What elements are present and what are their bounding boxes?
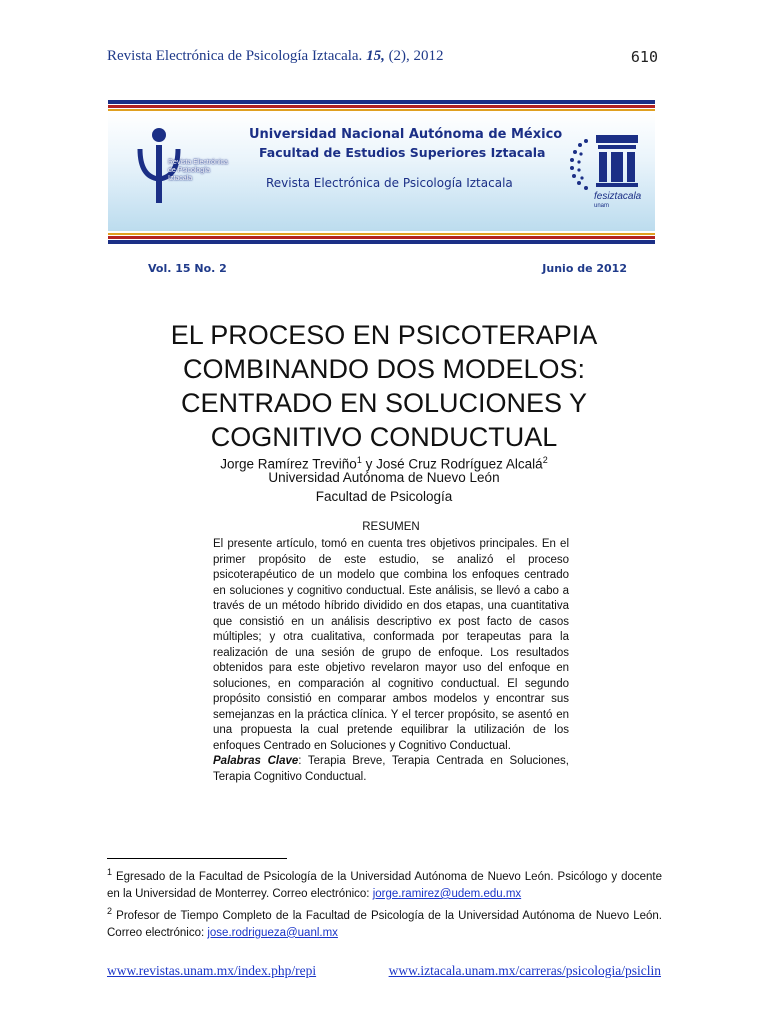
banner-journal-name: Revista Electrónica de Psicología Iztacala [266, 176, 513, 190]
title-line: EL PROCESO EN PSICOTERAPIA [170, 320, 598, 350]
page-number: 610 [630, 48, 658, 66]
footnote-number: 2 [107, 905, 113, 916]
email-link[interactable]: jose.rodrigueza@uanl.mx [207, 926, 338, 939]
keywords-label: Palabras Clave [213, 755, 299, 767]
journal-issue: (2), 2012 [388, 48, 444, 64]
journal-prefix: Revista Electrónica de Psicología Iztacala. [107, 48, 363, 64]
banner-top-stripe-gold [108, 109, 655, 111]
abstract-text: El presente artículo, tomó en cuenta tres objetivos principales. En el primer propósito de este estudio, se analizó el proceso psicoterapéutico de un modelo que combina los enfoques centrado en soluciones y cognitivo conductual. Este análisis, se llevó a cabo a través de un método híbrido dividido en dos etapas, una cuantitativa que consistió en un análisis descriptivo ex post facto de casos múltiples; y otra cualitativa, conformada por terapeutas para la realización de una sesión de grupo de enfoque. Los resultados obtenidos para este objetivo revelaron mayor uso del enfoque en soluciones, en comparación al cognitivo conductual. El segundo propósito consistió en comparar ambos modelos y encontrar sus semejanzas en la práctica clínica. Y el tercer propósito, se asentó en una propuesta la cual pretende equilibrar la utilización de los enfoques Centrado en Soluciones y Cognitivo Conductual. [213, 538, 569, 752]
email-link[interactable]: jorge.ramirez@udem.edu.mx [372, 887, 522, 900]
banner-bottom-stripe-navy [108, 240, 655, 244]
title-line: COMBINANDO DOS MODELOS: [182, 354, 586, 384]
banner-bottom-stripe-gold [108, 233, 655, 235]
fes-logo-subtext: unam [594, 203, 610, 209]
affiliation-faculty: Facultad de Psicología [315, 489, 453, 504]
issue-date: Junio de 2012 [542, 262, 627, 275]
author-name: Jorge Ramírez Treviño [220, 456, 357, 472]
banner-body [108, 113, 655, 231]
issue-volume: Vol. 15 No. 2 [148, 262, 227, 275]
footnote-1: $^1$ Egresado de la Facultad de Psicología de la Universidad Autónoma de Nuevo León. Psicólogo y docente en la Universidad de Monterrey. Correo electrónico: jorge.ramirez@udem.edu.mx [107, 867, 662, 900]
banner-faculty: Facultad de Estudios Superiores Iztacala [259, 145, 546, 160]
footnote-divider [107, 858, 287, 859]
journal-banner [108, 100, 655, 245]
fes-logo-wordmark: fesiztacala [594, 191, 642, 202]
footer-link-repi[interactable]: www.revistas.unam.mx/index.php/repi [107, 963, 317, 978]
title-line: CENTRADO EN SOLUCIONES Y [180, 388, 588, 418]
footnote-number: 1 [107, 867, 113, 877]
footnote-marker[interactable]: 2 [542, 455, 548, 465]
author-connector: y [361, 456, 377, 472]
banner-university: Universidad Nacional Autónoma de México [249, 127, 563, 142]
affiliation-university: Universidad Autónoma de Nuevo León [268, 470, 500, 485]
abstract-body [213, 537, 569, 785]
abstract-heading: RESUMEN [362, 521, 420, 533]
footnote-2: $^2$ Profesor de Tiempo Completo de la Facultad de Psicología de la Universidad Autónoma de Nuevo León. Correo electrónico: jose.rodrigueza@uanl.mx [107, 905, 662, 939]
footnotes [107, 864, 662, 942]
banner-bottom-stripe-red [108, 236, 655, 239]
running-header [107, 48, 444, 65]
journal-volume: 15, [366, 48, 385, 64]
keywords [213, 754, 569, 785]
article-title [100, 318, 668, 454]
psi-logo-caption: Revista Electrónica de Psicología Iztacala [168, 159, 228, 182]
banner-top-stripe-navy [108, 100, 655, 104]
footer-link-psiclin[interactable]: www.iztacala.unam.mx/carreras/psicologia/psiclin [388, 963, 661, 978]
keywords-text: : Terapia Breve, Terapia Centrada en Soluciones, Terapia Cognitivo Conductual. [213, 755, 569, 783]
footnote-marker[interactable]: 1 [356, 455, 362, 465]
title-line: COGNITIVO CONDUCTUAL [210, 422, 558, 452]
banner-top-stripe-red [108, 105, 655, 108]
author-name: José Cruz Rodríguez Alcalá [376, 456, 543, 472]
